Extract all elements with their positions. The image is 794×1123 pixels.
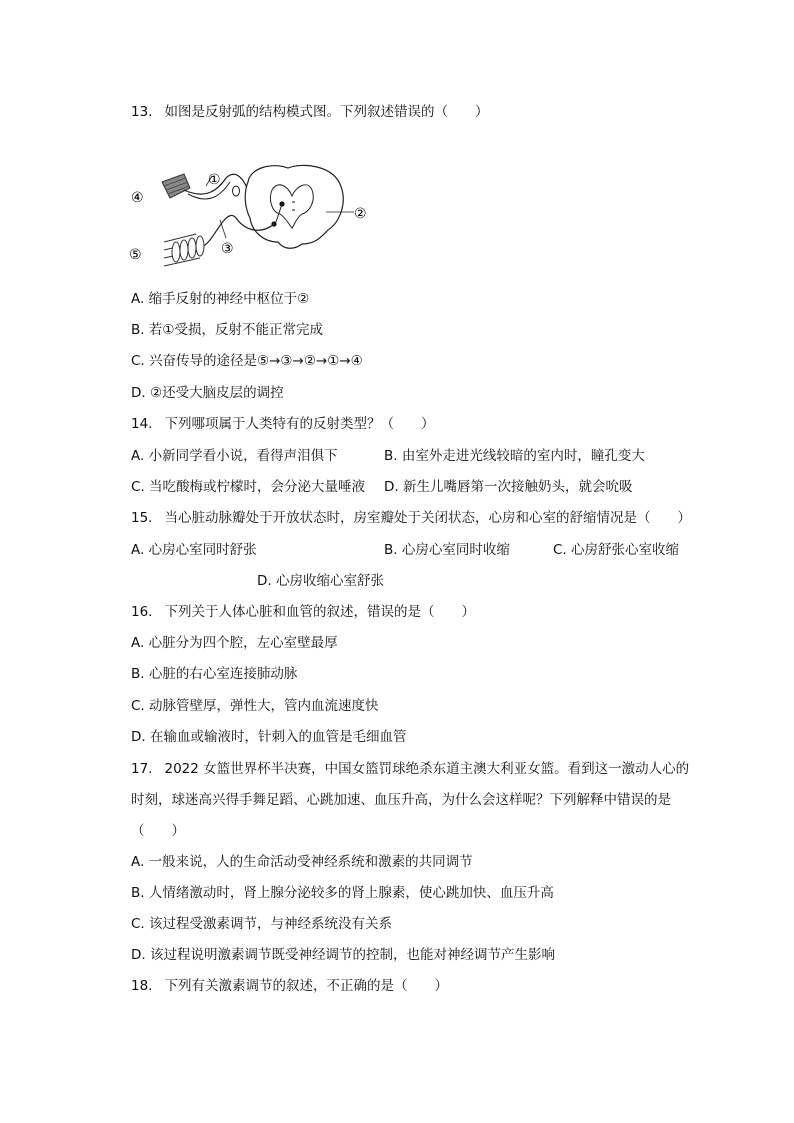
question-text: 如图是反射弧的结构模式图。下列叙述错误的（ ）	[164, 104, 489, 120]
label-3: ③	[221, 241, 234, 257]
q15-option-c[interactable]: C. 心房舒张心室收缩	[553, 542, 680, 558]
q14-option-d[interactable]: D. 新生儿嘴唇第一次接触奶头，就会吮吸	[384, 479, 633, 495]
question-number: 14.	[131, 416, 153, 432]
q16-option-a[interactable]: A. 心脏分为四个腔，左心室壁最厚	[131, 635, 338, 651]
question-18-stem	[131, 977, 448, 995]
q17-option-c[interactable]: C. 该过程受激素调节，与神经系统没有关系	[131, 916, 393, 932]
receptor-skin	[162, 174, 190, 198]
label-4: ④	[131, 190, 144, 206]
q13-option-c[interactable]: C. 兴奋传导的途径是⑤→③→②→①→④	[131, 353, 363, 369]
question-text: 下列哪项属于人类特有的反射类型？（ ）	[164, 416, 435, 432]
question-text: 下列关于人体心脏和血管的叙述，错误的是（ ）	[164, 604, 475, 620]
q16-option-c[interactable]: C. 动脉管壁厚，弹性大，管内血流速度快	[131, 698, 379, 714]
question-text: 下列有关激素调节的叙述，不正确的是（ ）	[164, 978, 448, 994]
question-13-stem	[131, 103, 488, 121]
question-16-stem	[131, 603, 475, 621]
question-17-stem-line2: 时刻，球迷高兴得手舞足蹈、心跳加速、血压升高，为什么会这样呢？下列解释中错误的是	[131, 792, 671, 808]
q14-option-a[interactable]: A. 小新同学看小说，看得声泪俱下	[131, 448, 338, 464]
question-17-stem-line3: （ ）	[131, 823, 185, 839]
question-number: 15.	[131, 510, 153, 526]
question-number: 17.	[131, 761, 153, 777]
label-1: ①	[208, 172, 221, 188]
question-number: 13.	[131, 104, 153, 120]
q17-option-b[interactable]: B. 人情绪激动时，肾上腺分泌较多的肾上腺素，使心跳加快、血压升高	[131, 885, 554, 901]
label-2: ②	[354, 206, 367, 222]
q13-option-a[interactable]: A. 缩手反射的神经中枢位于②	[131, 291, 310, 307]
question-17-stem-line1	[131, 760, 689, 778]
q13-option-d[interactable]: D. ②还受大脑皮层的调控	[131, 385, 284, 401]
question-number: 18.	[131, 978, 153, 994]
q16-option-b[interactable]: B. 心脏的右心室连接肺动脉	[131, 666, 298, 682]
reflex-arc-diagram	[126, 160, 376, 278]
q16-option-d[interactable]: D. 在输血或输液时，针刺入的血管是毛细血管	[131, 729, 407, 745]
question-14-stem	[131, 415, 434, 433]
q17-option-a[interactable]: A. 一般来说，人的生命活动受神经系统和激素的共同调节	[131, 854, 473, 870]
q14-option-c[interactable]: C. 当吃酸梅或柠檬时，会分泌大量唾液	[131, 479, 366, 495]
q15-option-b[interactable]: B. 心房心室同时收缩	[384, 542, 510, 558]
question-text: 2022 女篮世界杯半决赛，中国女篮罚球绝杀东道主澳大利亚女篮。看到这一激动人心的	[164, 761, 690, 777]
q14-option-b[interactable]: B. 由室外走进光线较暗的室内时，瞳孔变大	[384, 448, 645, 464]
q15-option-a[interactable]: A. 心房心室同时舒张	[131, 542, 257, 558]
question-15-stem	[131, 509, 691, 527]
q17-option-d[interactable]: D. 该过程说明激素调节既受神经调节的控制，也能对神经调节产生影响	[131, 947, 555, 963]
question-number: 16.	[131, 604, 153, 620]
label-5: ⑤	[129, 247, 142, 263]
q15-option-d[interactable]: D. 心房收缩心室舒张	[257, 573, 384, 589]
effector-muscle	[164, 234, 204, 266]
q13-option-b[interactable]: B. 若①受损，反射不能正常完成	[131, 322, 323, 338]
question-text: 当心脏动脉瓣处于开放状态时，房室瓣处于关闭状态，心房和心室的舒缩情况是（ ）	[164, 510, 691, 526]
